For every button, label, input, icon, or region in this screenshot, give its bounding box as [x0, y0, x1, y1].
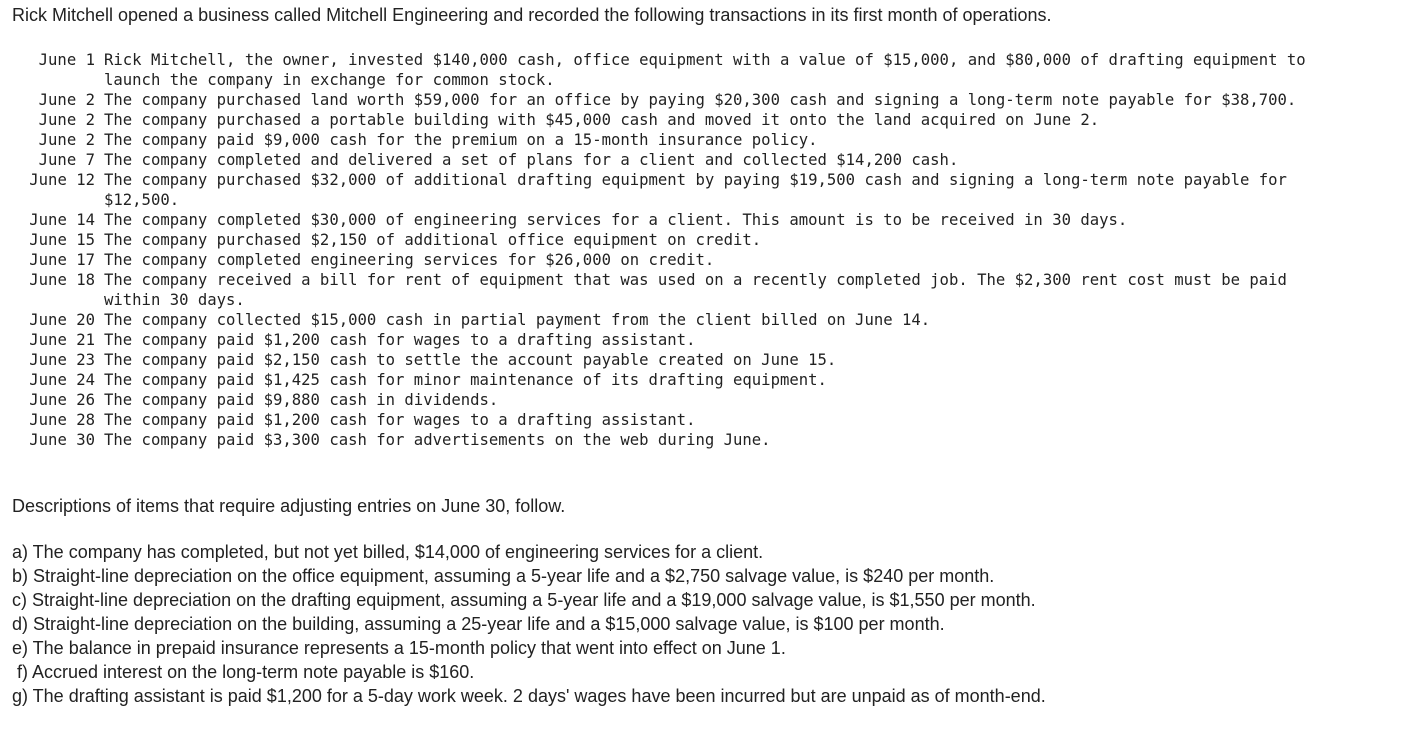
- transaction-date: June 23: [29, 351, 95, 369]
- transaction-date: June 17: [29, 251, 95, 269]
- transaction-description: The company paid $1,200 cash for wages to a drafting assistant.: [104, 411, 696, 429]
- transaction-row: [0, 150, 1418, 170]
- transaction-description: The company collected $15,000 cash in partial payment from the client billed on June 14.: [104, 311, 931, 329]
- transaction-date: June 12: [29, 171, 95, 189]
- transaction-row: [0, 130, 1418, 150]
- transaction-date: June 2: [38, 111, 95, 129]
- transaction-row: [0, 270, 1418, 310]
- transaction-description: The company purchased $32,000 of additional drafting equipment by paying $19,500 cash and signing a long-term note payable for $12,500.: [104, 171, 1287, 209]
- transaction-row: [0, 410, 1418, 430]
- transaction-list: [0, 50, 1418, 450]
- transaction-row: [0, 250, 1418, 270]
- transaction-date: June 1: [38, 51, 95, 69]
- transaction-description: The company paid $9,000 cash for the premium on a 15-month insurance policy.: [104, 131, 818, 149]
- transaction-row: [0, 370, 1418, 390]
- transaction-row: [0, 210, 1418, 230]
- adjusting-entries-heading: Descriptions of items that require adjusting entries on June 30, follow.: [12, 496, 566, 516]
- transaction-date: June 28: [29, 411, 95, 429]
- transaction-date: June 30: [29, 431, 95, 449]
- transaction-date: June 24: [29, 371, 95, 389]
- transaction-row: [0, 350, 1418, 370]
- transaction-date: June 21: [29, 331, 95, 349]
- transaction-description: The company purchased a portable building with $45,000 cash and moved it onto the land acquired on June 2.: [104, 111, 1100, 129]
- adjusting-item: d) Straight-line depreciation on the building, assuming a 25-year life and a $15,000 salvage value, is $100 per month.: [12, 614, 945, 634]
- transaction-description: The company paid $1,200 cash for wages to a drafting assistant.: [104, 331, 696, 349]
- transaction-description: The company completed $30,000 of engineering services for a client. This amount is to be received in 30 days.: [104, 211, 1128, 229]
- transaction-date: June 14: [29, 211, 95, 229]
- transaction-row: [0, 230, 1418, 250]
- transaction-description: The company completed and delivered a set of plans for a client and collected $14,200 cash.: [104, 151, 959, 169]
- transaction-description: The company received a bill for rent of equipment that was used on a recently completed job. The $2,300 rent cost must be paid within 30 days.: [104, 271, 1287, 309]
- transaction-description: The company paid $1,425 cash for minor maintenance of its drafting equipment.: [104, 371, 827, 389]
- transaction-description: The company paid $2,150 cash to settle the account payable created on June 15.: [104, 351, 837, 369]
- transaction-row: [0, 90, 1418, 110]
- transaction-row: [0, 310, 1418, 330]
- transaction-date: June 26: [29, 391, 95, 409]
- transaction-row: [0, 170, 1418, 210]
- adjusting-item: g) The drafting assistant is paid $1,200 for a 5-day work week. 2 days' wages have been incurred but are unpaid as of month-end.: [12, 686, 1046, 706]
- transaction-date: June 15: [29, 231, 95, 249]
- transaction-date: June 18: [29, 271, 95, 289]
- transaction-description: The company purchased $2,150 of additional office equipment on credit.: [104, 231, 762, 249]
- adjusting-item: e) The balance in prepaid insurance represents a 15-month policy that went into effect on June 1.: [12, 638, 786, 658]
- adjusting-item: a) The company has completed, but not yet billed, $14,000 of engineering services for a client.: [12, 542, 764, 562]
- transaction-date: June 2: [38, 131, 95, 149]
- transaction-description: The company paid $3,300 cash for advertisements on the web during June.: [104, 431, 771, 449]
- transaction-row: [0, 390, 1418, 410]
- intro-paragraph: Rick Mitchell opened a business called Mitchell Engineering and recorded the following transactions in its first month of operations.: [12, 5, 1052, 25]
- transaction-date: June 7: [38, 151, 95, 169]
- transaction-row: [0, 50, 1418, 90]
- adjusting-item: c) Straight-line depreciation on the drafting equipment, assuming a 5-year life and a $19,000 salvage value, is $1,550 per month.: [12, 590, 1036, 610]
- adjusting-items-list: [12, 540, 1046, 708]
- transaction-row: [0, 330, 1418, 350]
- adjusting-item: b) Straight-line depreciation on the office equipment, assuming a 5-year life and a $2,750 salvage value, is $240 per month.: [12, 566, 995, 586]
- adjusting-item: f) Accrued interest on the long-term note payable is $160.: [12, 662, 475, 682]
- transaction-date: June 20: [29, 311, 95, 329]
- transaction-row: [0, 430, 1418, 450]
- transaction-description: The company purchased land worth $59,000 for an office by paying $20,300 cash and signing a long-term note payable for $38,700.: [104, 91, 1297, 109]
- transaction-description: The company completed engineering services for $26,000 on credit.: [104, 251, 715, 269]
- transaction-description: Rick Mitchell, the owner, invested $140,000 cash, office equipment with a value of $15,000, and $80,000 of drafting equipment to launch the company in exchange for common stock.: [104, 51, 1306, 89]
- transaction-description: The company paid $9,880 cash in dividends.: [104, 391, 499, 409]
- transaction-date: June 2: [38, 91, 95, 109]
- transaction-row: [0, 110, 1418, 130]
